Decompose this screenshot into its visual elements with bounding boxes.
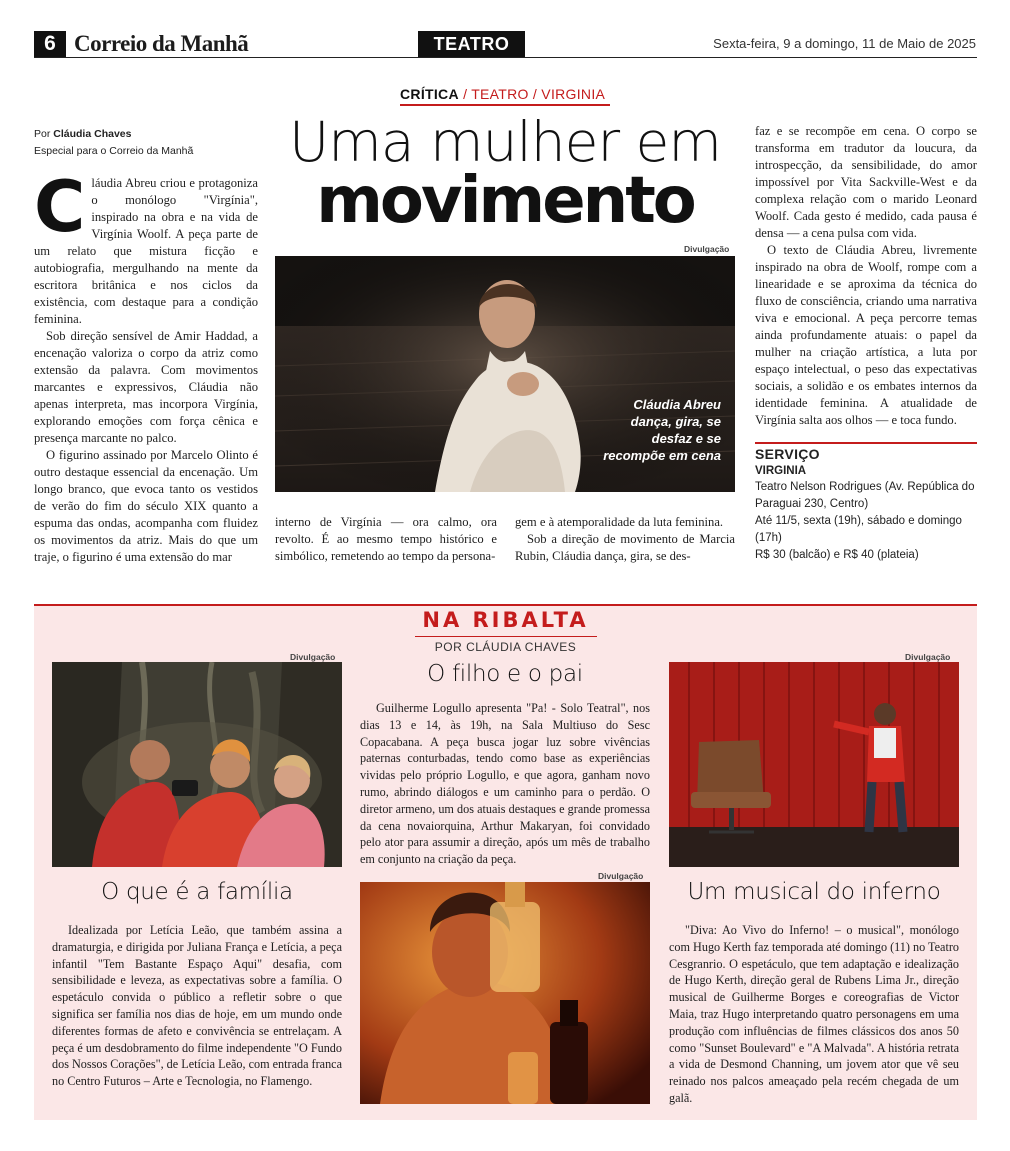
servico-prices: R$ 30 (balcão) e R$ 40 (plateia) <box>755 549 919 561</box>
main-photo-credit: Divulgação <box>684 244 730 254</box>
father-son-photo <box>360 882 650 1104</box>
kicker-category: CRÍTICA <box>400 86 459 102</box>
musical-paragraph: "Diva: Ao Vivo do Inferno! – o musical", monólogo com Hugo Kerth faz temporada até domingo (11) no Teatro Cesgranrio. O espetáculo, que tem adaptação e idealização de Hugo Kerth, direção geral de Rubens Lima Jr., direção musical de Guilherme Borges e coreografias de Victor Maia, traz Hugo interpretando quatro personagens em uma produção com influências de filmes clássicos dos anos 50 como "Sunset Boulevard" e "A Malvada". A história retrata a vida de Desmond Channing, um jovem ator que vê seu reinado nos palcos ameaçado pela recém chegada de um galã. <box>669 923 959 1105</box>
servico-divider <box>755 442 977 444</box>
family-paragraph: Idealizada por Letícia Leão, que também assina a dramaturgia, e dirigida por Juliana França e Letícia, a peça infantil "Tem Bastante Espaço Aqui" desafia, com sensibilidade e leveza, as expectativas sobre a família. O espetáculo convida o público a refletir sobre o que significa ser família nos dias de hoje, em um mundo onde diferentes formas de afeto e convivência se entrelaçam. A peça é um desdobramento do filme independente "O Fundo dos Nossos Corações", de Letícia Leão, com entrada franca no Centro Futuros – Arte e Tecnologia, no Flamengo. <box>52 923 342 1089</box>
father-son-photo-illustration <box>360 882 650 1104</box>
kicker-path: / TEATRO / VIRGINIA <box>458 86 606 102</box>
page-number: 6 <box>34 31 66 57</box>
byline-prefix: Por <box>34 128 54 140</box>
father-son-photo-credit: Divulgação <box>598 871 644 881</box>
article-column-right <box>755 123 977 438</box>
servico-title: SERVIÇO <box>755 446 820 462</box>
family-photo <box>52 662 342 867</box>
photo-caption: Cláudia Abreu dança, gira, se desfaz e se recompõe em cena <box>603 397 721 463</box>
paragraph-mid-1: interno de Virgínia — ora calmo, ora revolto. É ao mesmo tempo histórico e simbólico, remetendo ao tempo da persona- <box>275 515 497 563</box>
paragraph-mid-2a: gem e à atemporalidade da luta feminina. <box>515 515 724 529</box>
paragraph-right-1: faz e se recompõe em cena. O corpo se transforma em tradutor da loucura, da introspecção, da sensibilidade, do amor impossível por Vita Sackville-West e da complexa relação com o marido Leonard Woolf. Cada gesto é medido, cada pausa é densa — a cena pulsa com vida. <box>755 124 977 240</box>
headline-line-1: Uma mulher em <box>289 110 721 174</box>
father-son-paragraph: Guilherme Logullo apresenta "Pa! - Solo Teatral", nos dias 13 e 14, às 19h, na Sala Multiuso do Sesc Copacabana. A peça busca jogar luz sobre vivências paternas conturbadas, tendo como base as experiências vividas pelo próprio Logullo, e que agora, ganham novo rumo, abrindo diálogos e um caminho para o perdão. O diretor armeno, um dos atuais destaques e grande promessa da cena novaiorquina, Arthur Makaryan, foi convidado pelo ator para assumir a direção, após um mês de trabalho em conjunto na criação da peça. <box>360 701 650 867</box>
musical-photo-illustration <box>669 662 959 867</box>
servico-box <box>755 445 977 564</box>
drop-cap: C <box>34 175 86 248</box>
paragraph-right-2: O texto de Cláudia Abreu, livremente inspirado na obra de Woolf, rompe com a linearidade e se aproxima da técnica do fluxo de consciência, criando uma narrativa viva e emocional. A peça percorre temas ainda profundamente atuais: o papel da mulher na criação artística, a luta por espaço intelectual, o peso das expectativas sociais, a solidão e os embates internos da identidade feminina. A atualidade de Virgínia salta aos olhos — e toca fundo. <box>755 243 977 427</box>
musical-headline: Um musical do inferno <box>687 879 941 905</box>
ribalta-title: NA RIBALTA <box>422 608 589 632</box>
article-column-mid-2 <box>515 514 735 566</box>
musical-photo <box>669 662 959 867</box>
servico-venue: Teatro Nelson Rodrigues (Av. República do Paraguai 230, Centro) <box>755 481 975 510</box>
byline-role: Especial para o Correio da Manhã <box>34 145 194 157</box>
family-photo-credit: Divulgação <box>290 652 336 662</box>
paragraph-2: Sob direção sensível de Amir Haddad, a encenação valoriza o corpo da atriz como extensão da palavra. Com movimentos marcantes e expressivos, Cláudia não apenas interpreta, mas incorpora Virgínia, explorando emoções com força cênica e presença marcante no palco. <box>34 329 258 445</box>
father-son-article <box>360 700 650 870</box>
paragraph-mid-2b: Sob a direção de movimento de Marcia Rubin, Cláudia dança, gira, se des- <box>515 532 735 563</box>
main-photo <box>275 256 735 492</box>
kicker-underline <box>400 104 610 106</box>
headline-line-2: movimento <box>316 164 694 238</box>
article-kicker <box>400 86 605 102</box>
family-headline: O que é a família <box>101 879 293 905</box>
issue-date: Sexta-feira, 9 a domingo, 11 de Maio de 2025 <box>713 36 976 51</box>
header-divider <box>34 57 977 58</box>
family-photo-illustration <box>52 662 342 867</box>
article-column-left <box>34 175 258 570</box>
musical-photo-credit: Divulgação <box>905 652 951 662</box>
section-tag: TEATRO <box>418 31 525 57</box>
servico-schedule: Até 11/5, sexta (19h), sábado e domingo (17h) <box>755 515 962 544</box>
byline <box>34 126 193 160</box>
paragraph-3: O figurino assinado por Marcelo Olinto é outro destaque essencial da encenação. Um longo branco, que evoca tanto os vestidos de verão do fim do século XIX quanto a espuma das ondas, acompanha com fluidez os movimentos da atriz. Mais do que um traje, o figurino é uma extensão do mar <box>34 448 258 564</box>
musical-article <box>669 922 959 1112</box>
family-article <box>52 922 342 1112</box>
servico-show-name: VIRGINIA <box>755 465 807 477</box>
paragraph-1: láudia Abreu criou e protagoniza o monólogo "Virgínia", inspirado na obra e na vida de Virgínia Woolf. A peça parte de um relato que mistura ficção e autobiografia, mergulhando na mente da escritora britânica e nos ciclos da existência, com destaque para a condição feminina. <box>34 176 258 326</box>
ribalta-title-rule <box>415 636 597 637</box>
father-son-headline: O filho e o pai <box>427 661 583 687</box>
masthead-logo: Correio da Manhã <box>74 31 249 56</box>
byline-author: Cláudia Chaves <box>53 128 132 140</box>
article-column-mid-1 <box>275 514 497 566</box>
ribalta-subtitle: POR CLÁUDIA CHAVES <box>434 640 577 654</box>
